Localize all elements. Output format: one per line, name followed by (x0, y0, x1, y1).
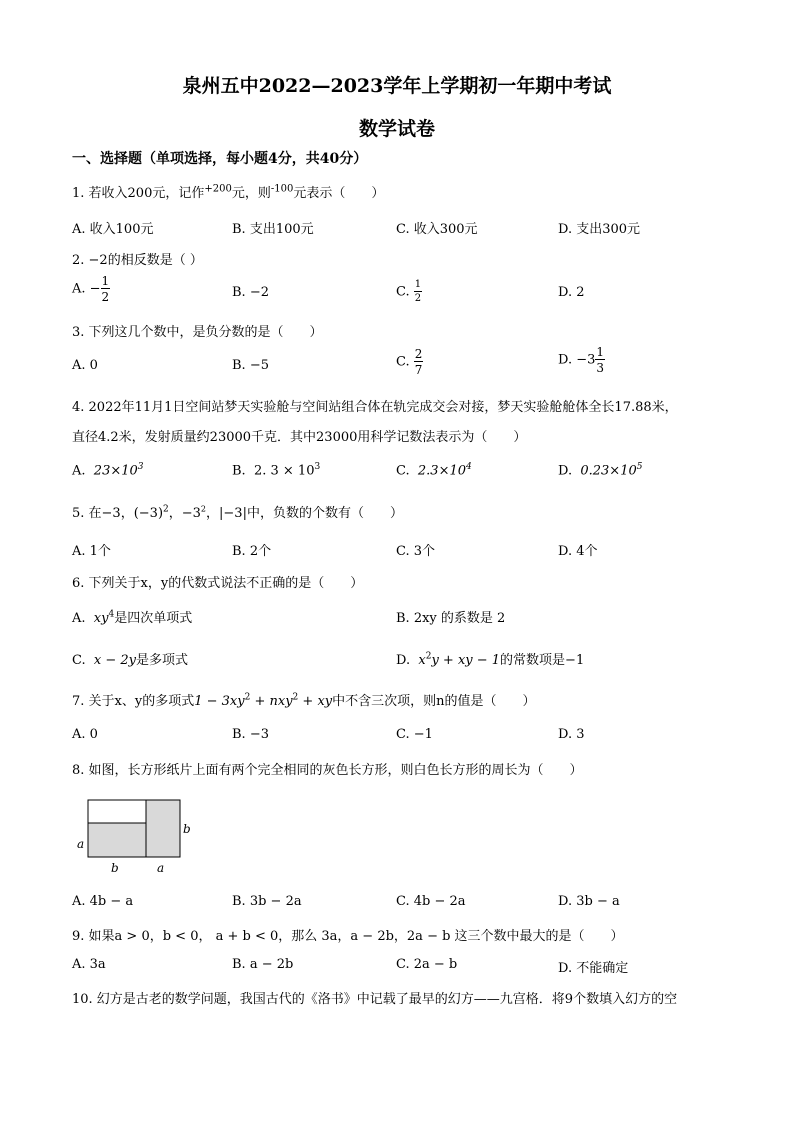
question-5-stem: 5. 在−3，$(-3)^2$，$-3^2$，|−3|中，负数的个数有（ ） (72, 504, 403, 521)
question-4-line-1: 4. 2022年11月1日空间站梦天实验舱与空间站组合体在轨完成交会对接，梦天实验舱舱体全长17.88米， (72, 400, 678, 415)
q3-option-b: B. −5 (232, 358, 269, 373)
label-b-bottom: b (111, 861, 119, 875)
q8-option-d: D. 3b − a (558, 894, 620, 909)
page-subtitle: 数学试卷 (358, 118, 435, 140)
q5-option-c: C. 3个 (396, 544, 436, 559)
q8-option-b: B. 3b − 2a (232, 894, 302, 909)
q9-option-d: D. 不能确定 (558, 961, 629, 976)
question-6-stem: 6. 下列关于x，y的代数式说法不正确的是（ ） (72, 576, 364, 591)
q7-option-b: B. −3 (232, 727, 269, 742)
q4-option-a: A. $23\times 10^3$ (72, 462, 144, 479)
q6-option-b: B. 2xy 的系数是 2 (396, 611, 506, 626)
q2-option-a: A. − $\frac{1}{2}$ (72, 274, 110, 304)
label-a-left: a (77, 837, 85, 851)
q5-option-d: D. 4个 (558, 544, 598, 559)
q9-option-c: C. 2a − b (396, 957, 458, 972)
page-title: 泉州五中2022—2023学年上学期初一年期中考试 (182, 75, 612, 97)
q2-option-c: C. $\frac{1}{2}$ (396, 279, 422, 304)
q3-option-a: A. 0 (72, 358, 98, 373)
q1-option-a: A. 收入100元 (72, 222, 154, 237)
q7-option-a: A. 0 (72, 727, 98, 742)
q4-option-d: D. $0.23\times 10^5$ (558, 462, 643, 479)
q8-option-a: A. 4b − a (72, 894, 134, 909)
question-9-stem: 9. 如果a > 0，b < 0， a + b < 0，那么 3a，a − 2b，2a − b 这三个数中最大的是（ ） (72, 929, 624, 944)
question-4-line-2: 直径4.2米，发射质量约23000千克．其中23000用科学记数法表示为（ ） (72, 430, 527, 445)
q2-option-d: D. 2 (558, 285, 585, 300)
q3-option-c: C. $\frac{2}{7}$ (396, 347, 423, 377)
q2-option-b: B. −2 (232, 285, 269, 300)
q5-option-a: A. 1个 (72, 544, 111, 559)
question-8-stem: 8. 如图，长方形纸片上面有两个完全相同的灰色长方形，则白色长方形的周长为（ ） (72, 763, 583, 778)
label-b-right: b (183, 822, 191, 836)
q7-option-c: C. −1 (396, 727, 433, 742)
question-1-stem: 1. 若收入200元，记作$^{+200}$元，则$^{-100}$元表示（ ） (72, 183, 385, 201)
q8-rectangle-figure (74, 796, 194, 878)
q4-option-b: B. 2. $3 \times 10^3$ (232, 462, 321, 479)
question-3-stem: 3. 下列这几个数中，是负分数的是（ ） (72, 325, 323, 340)
q1-option-b: B. 支出100元 (232, 222, 314, 237)
q9-option-a: A. 3a (72, 957, 106, 972)
q6-option-a: A. $xy^4$是四次单项式 (72, 609, 193, 626)
gray-rectangle-right (146, 800, 180, 857)
q3-option-d: D. −3 $\frac{1}{3}$ (558, 345, 605, 375)
q8-option-c: C. 4b − 2a (396, 894, 466, 909)
question-2-stem: 2. −2的相反数是（ ） (72, 253, 203, 268)
q1-option-c: C. 收入300元 (396, 222, 478, 237)
gray-rectangle-bottom (88, 823, 146, 857)
question-7-stem: 7. 关于x、y的多项式$1 - 3xy^2 + nxy^2$ + xy中不含三次项，则n的值是（ ） (72, 692, 536, 709)
q9-option-b: B. a − 2b (232, 957, 294, 972)
section-heading: 一、选择题（单项选择，每小题4分，共40分） (72, 151, 368, 167)
q5-option-b: B. 2个 (232, 544, 272, 559)
q7-option-d: D. 3 (558, 727, 585, 742)
q1-option-d: D. 支出300元 (558, 222, 641, 237)
q6-option-c: C. x − 2y是多项式 (72, 653, 189, 668)
q4-option-c: C. $2.3\times 10^4$ (396, 462, 472, 479)
label-a-bottom: a (157, 861, 165, 875)
question-10-line-1: 10. 幻方是古老的数学问题，我国古代的《洛书》中记载了最早的幻方——九宫格．将9个数填入幻方的空 (72, 992, 678, 1007)
q6-option-d: D. $x^2y$ + xy − 1的常数项是−1 (396, 651, 585, 668)
